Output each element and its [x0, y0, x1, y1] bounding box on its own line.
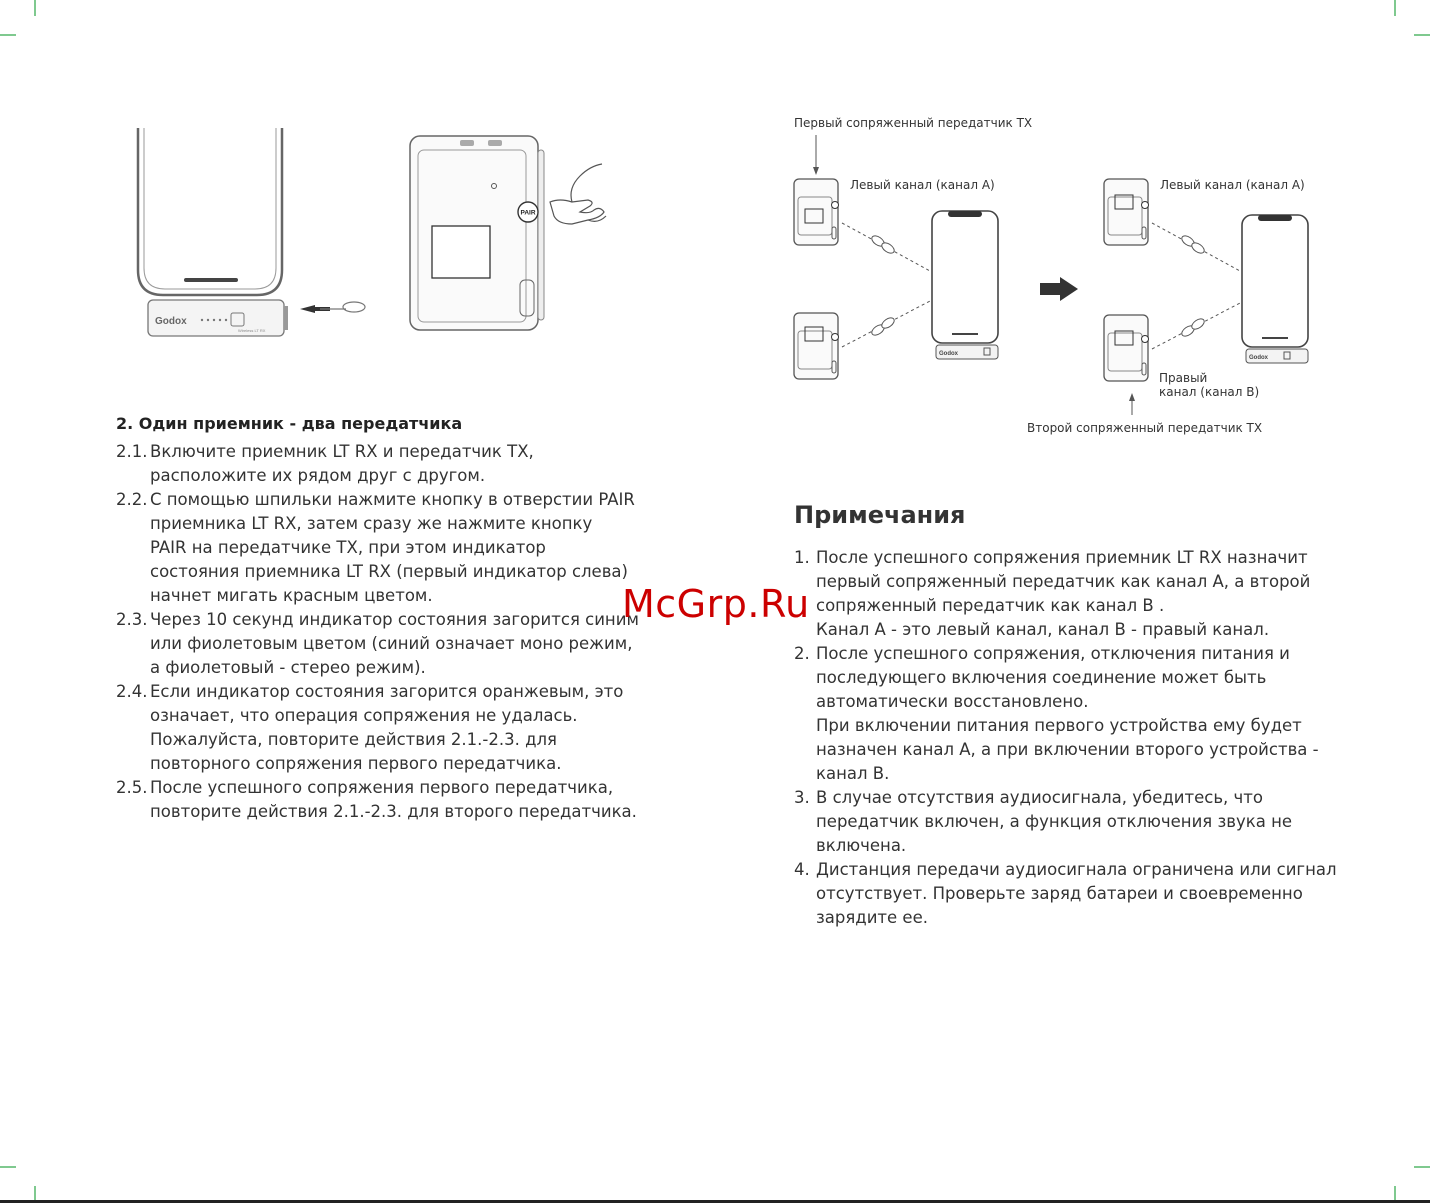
step-2-5: [116, 776, 656, 824]
step-number: 2.3.: [116, 610, 148, 629]
label-first-tx: Первый сопряженный передатчик TX: [794, 116, 1033, 130]
note-line: первый сопряженный передатчик как канал A, а второй: [816, 572, 1311, 591]
note-line: зарядите ее.: [816, 908, 928, 927]
step-line: Через 10 секунд индикатор состояния загорится синим: [150, 610, 639, 629]
note-line: отсутствует. Проверьте заряд батареи и своевременно: [816, 884, 1303, 903]
step-2-2: [116, 488, 656, 608]
phone-illustration: [138, 128, 282, 295]
label-left-channel-2: Левый канал (канал A): [1160, 178, 1305, 192]
note-number: 4.: [794, 860, 810, 879]
step-line: PAIR на передатчике TX, при этом индикатор: [150, 538, 546, 557]
step-number: 2.5.: [116, 778, 148, 797]
tx-device-1: [794, 179, 839, 245]
step-line: начнет мигать красным цветом.: [150, 586, 433, 605]
phone-left: [932, 211, 998, 359]
receiver-brand-2: Godox: [1249, 355, 1268, 361]
pin-illustration: [300, 302, 365, 313]
step-2-1: [116, 440, 656, 488]
note-number: 1.: [794, 548, 810, 567]
transmitter-illustration: [410, 136, 544, 330]
label-second-tx: Второй сопряженный передатчик TX: [1027, 421, 1263, 435]
tx-device-2: [794, 313, 839, 379]
note-1: [794, 546, 1394, 642]
step-line: После успешного сопряжения первого передатчика,: [150, 778, 614, 797]
note-line: передатчик включен, а функция отключения звука не: [816, 812, 1293, 831]
note-line: канал B.: [816, 764, 890, 783]
step-line: Пожалуйста, повторите действия 2.1.-2.3. для: [150, 730, 557, 749]
tx-device-4: [1104, 315, 1149, 381]
note-line: После успешного сопряжения, отключения питания и: [816, 644, 1290, 663]
receiver-illustration: [148, 300, 288, 336]
note-number: 3.: [794, 788, 810, 807]
step-2-4: [116, 680, 656, 776]
step-line: расположите их рядом друг с другом.: [150, 466, 486, 485]
note-line: сопряженный передатчик как канал B .: [816, 596, 1165, 615]
note-line: Канал A - это левый канал, канал B - правый канал.: [816, 620, 1270, 639]
label-left-channel-1: Левый канал (канал A): [850, 178, 995, 192]
note-3: [794, 786, 1394, 858]
note-line: Дистанция передачи аудиосигнала ограничена или сигнал: [816, 860, 1337, 879]
step-number: 2.2.: [116, 490, 148, 509]
arrow-second-tx: [1129, 393, 1135, 415]
label-right-channel-line1: Правый: [1159, 371, 1208, 385]
note-number: 2.: [794, 644, 810, 663]
step-line: означает, что операция сопряжения не удалась.: [150, 706, 578, 725]
watermark: McGrp.Ru: [622, 582, 810, 626]
step-number: 2.4.: [116, 682, 148, 701]
link-lines-right: [1152, 223, 1240, 349]
receiver-brand: Godox: [155, 316, 187, 327]
step-line: повторного сопряжения первого передатчика.: [150, 754, 562, 773]
note-line: В случае отсутствия аудиосигнала, убедитесь, что: [816, 788, 1263, 807]
arrow-right-icon: [1040, 277, 1078, 301]
link-lines-left: [842, 223, 930, 347]
pair-button-label: PAIR: [520, 209, 536, 217]
pairing-illustration: [110, 120, 630, 360]
receiver-small-text: Wireless LT RX: [238, 328, 266, 333]
step-line: а фиолетовый - стерео режим).: [150, 658, 426, 677]
note-line: назначен канал A, а при включении второго устройства -: [816, 740, 1319, 759]
step-number: 2.1.: [116, 442, 148, 461]
note-line: После успешного сопряжения приемник LT RX назначит: [816, 548, 1308, 567]
step-line: или фиолетовым цветом (синий означает моно режим,: [150, 634, 633, 653]
notes-list: [794, 546, 1394, 930]
note-line: При включении питания первого устройства ему будет: [816, 716, 1302, 735]
note-line: последующего включения соединение может быть: [816, 668, 1267, 687]
note-line: включена.: [816, 836, 907, 855]
label-right-channel-line2: канал (канал B): [1159, 385, 1260, 399]
step-line: С помощью шпильки нажмите кнопку в отверстии PAIR: [150, 490, 635, 509]
steps-list: [116, 440, 656, 824]
note-4: [794, 858, 1394, 930]
step-line: повторите действия 2.1.-2.3. для второго передатчика.: [150, 802, 637, 821]
note-2: [794, 642, 1394, 786]
note-line: автоматически восстановлено.: [816, 692, 1089, 711]
tx-device-3: [1104, 179, 1149, 245]
section-title: 2. Один приемник - два передатчика: [116, 414, 463, 433]
step-line: состояния приемника LT RX (первый индикатор слева): [150, 562, 628, 581]
step-line: Если индикатор состояния загорится оранжевым, это: [150, 682, 624, 701]
notes-title: Примечания: [794, 501, 966, 529]
receiver-brand-1: Godox: [939, 351, 958, 357]
finger-illustration: [550, 164, 606, 224]
phone-right: [1242, 215, 1308, 363]
arrow-first-tx: [813, 135, 819, 175]
step-2-3: [116, 608, 656, 680]
step-line: Включите приемник LT RX и передатчик TX,: [150, 442, 534, 461]
step-line: приемника LT RX, затем сразу же нажмите кнопку: [150, 514, 593, 533]
